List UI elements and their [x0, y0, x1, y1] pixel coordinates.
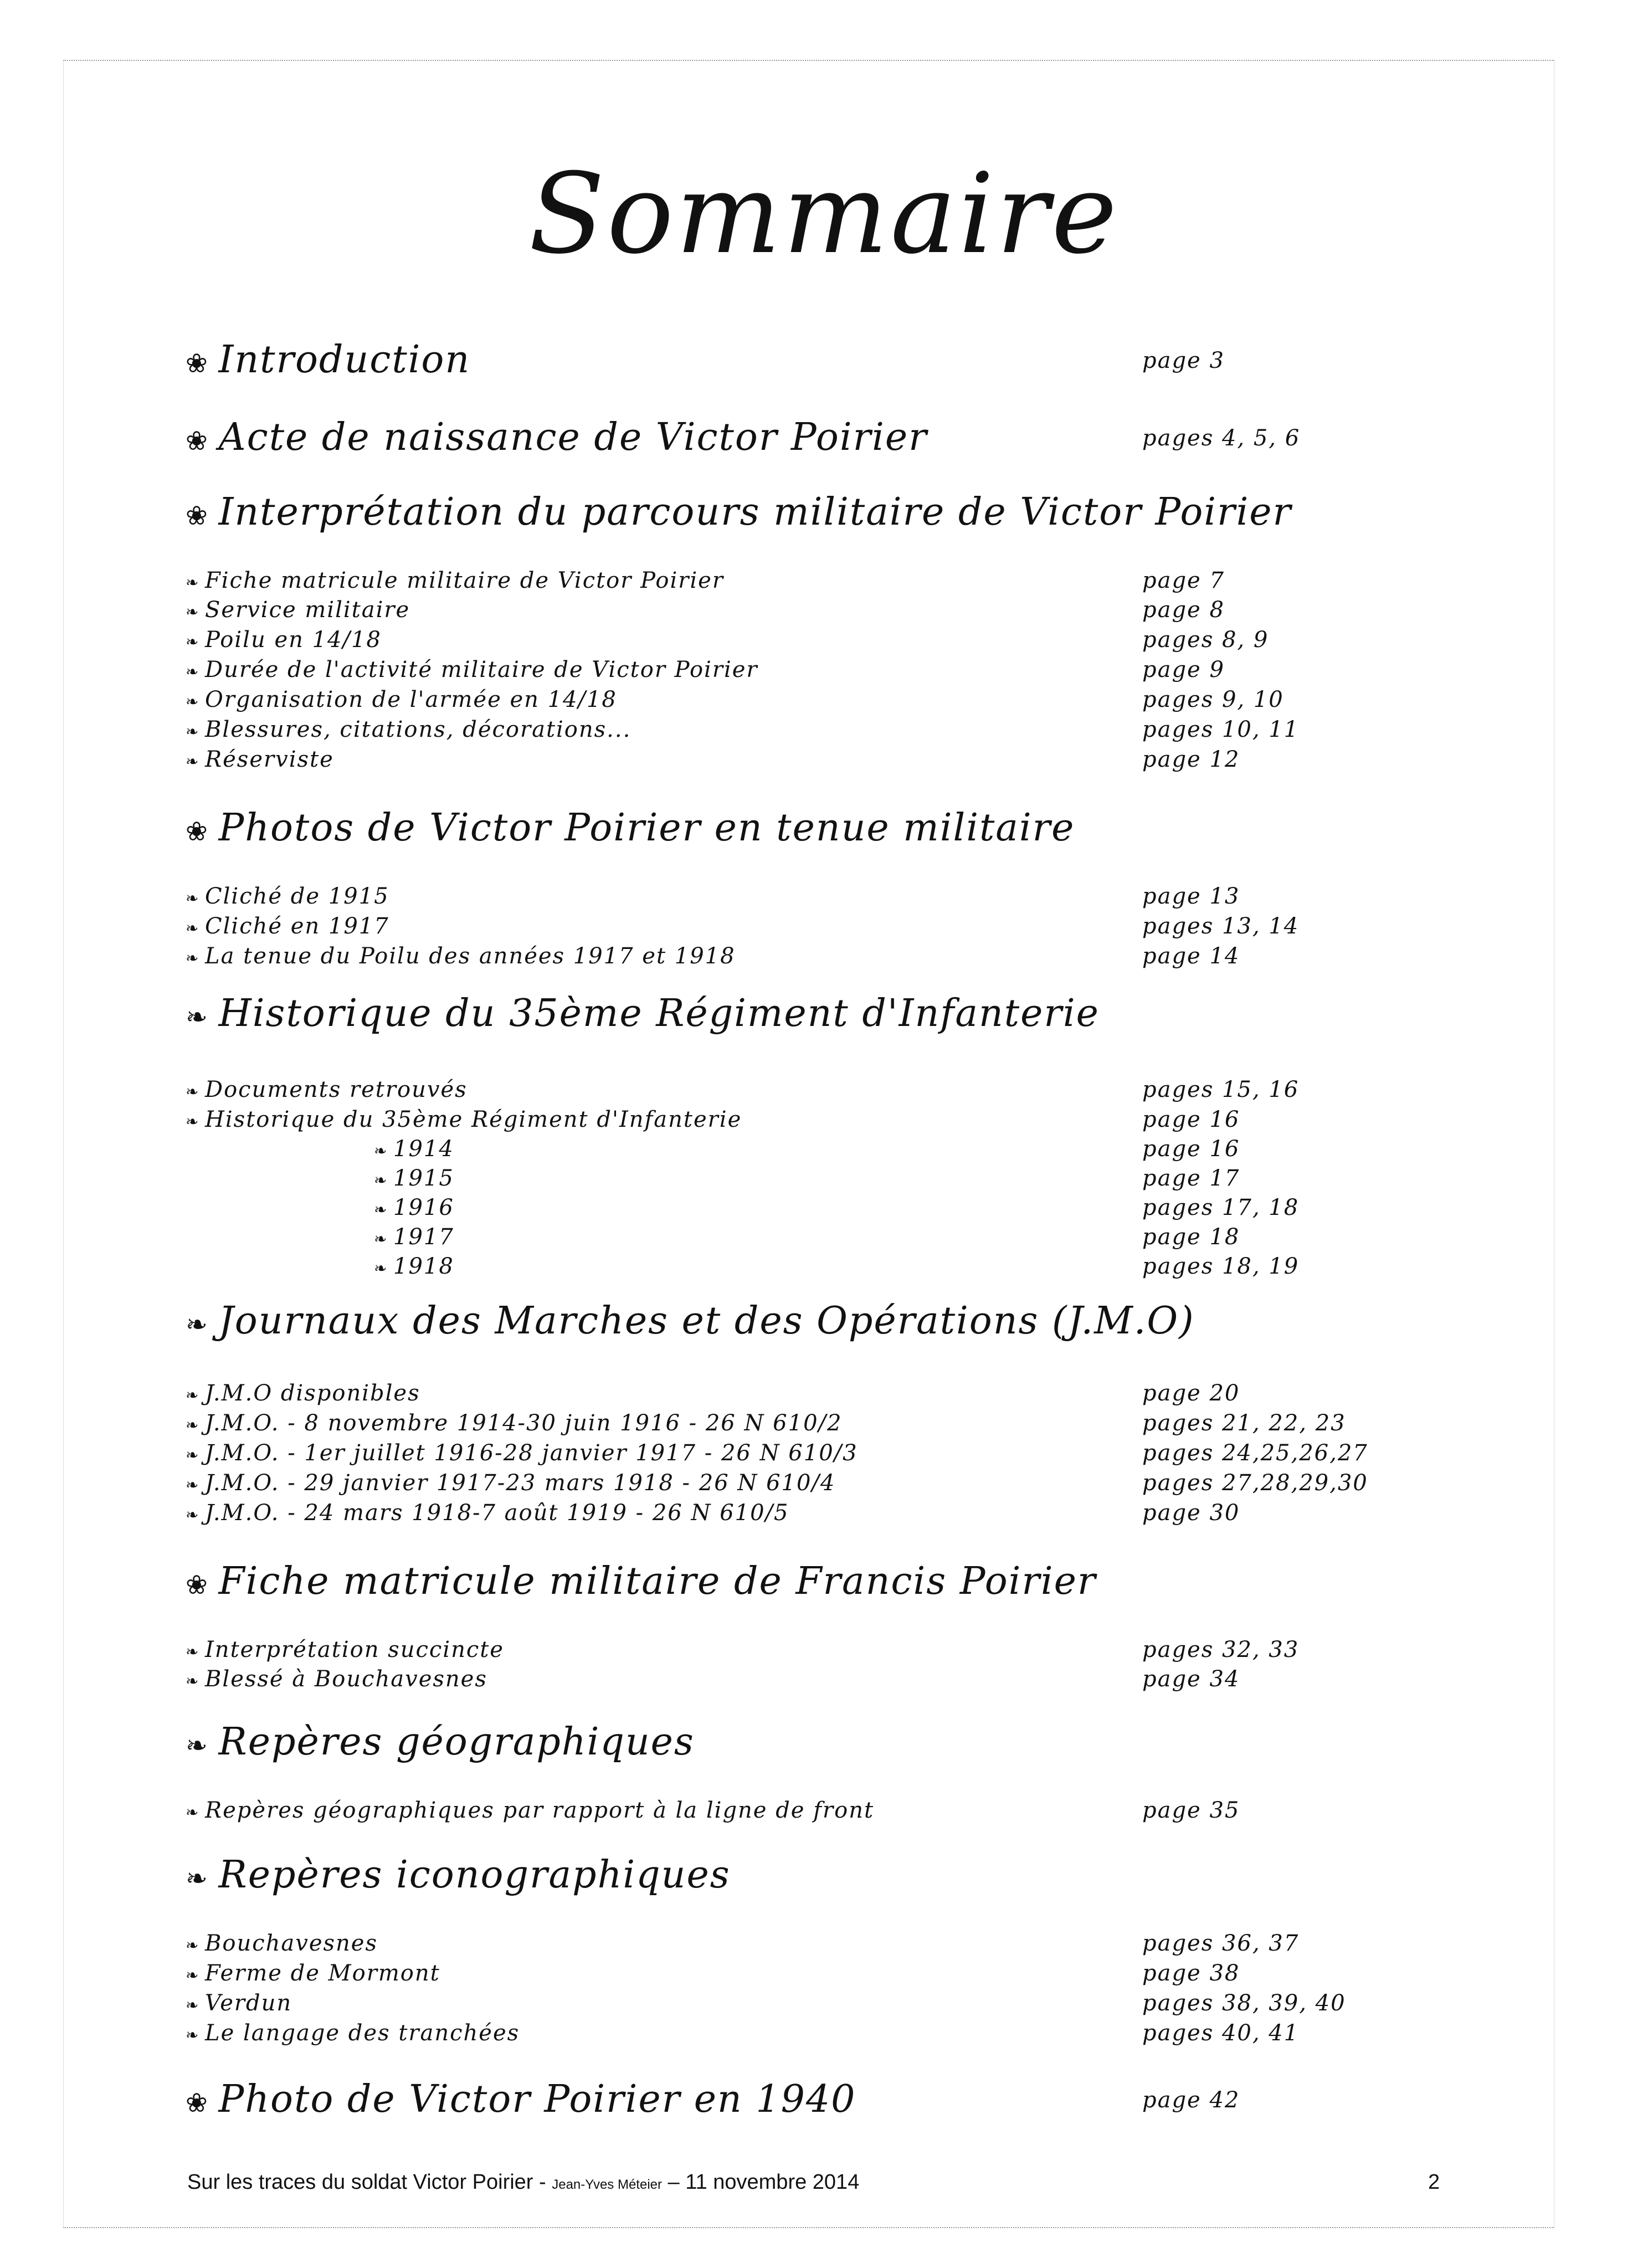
- ornament-bullet-icon: ❧: [186, 2026, 200, 2044]
- toc-entry-title: [186, 568, 724, 593]
- toc-entry-label: Service militaire: [205, 597, 410, 623]
- toc-entry-page: page 34: [1142, 1666, 1240, 1692]
- toc-entry-title: [186, 747, 334, 772]
- toc-entry-page: page 16: [1142, 1136, 1240, 1162]
- ornament-bullet-icon: ❧: [186, 752, 200, 771]
- toc-entry-label: 1917: [393, 1224, 454, 1250]
- ornament-bullet-icon: ❧: [186, 722, 200, 741]
- ornament-bullet-icon: ❧: [186, 949, 200, 967]
- toc-section-label: Fiche matricule militaire de Francis Poirier: [218, 1559, 1097, 1603]
- ornament-bullet-icon: ❀: [186, 817, 209, 847]
- ornament-bullet-icon: ❧: [186, 1386, 200, 1404]
- toc-entry-page: pages 36, 37: [1142, 1931, 1300, 1956]
- toc-entry-title: [186, 1500, 789, 1526]
- ornament-bullet-icon: ❧: [186, 1476, 200, 1494]
- toc-entry-title: [186, 884, 389, 909]
- toc-section-label: Acte de naissance de Victor Poirier: [218, 415, 928, 459]
- footer-title: Sur les traces du soldat Victor Poirier -: [187, 2170, 552, 2194]
- toc-entry-label: Le langage des tranchées: [205, 2020, 520, 2046]
- footer-date: – 11 novembre 2014: [662, 2170, 860, 2194]
- ornament-bullet-icon: ❧: [186, 1082, 200, 1101]
- toc-section-page: page 3: [1142, 348, 1225, 373]
- toc-entry-label: Ferme de Mormont: [205, 1961, 440, 1986]
- toc-entry-label: Durée de l'activité militaire de Victor Poirier: [205, 657, 758, 683]
- toc-entry-title: [186, 597, 410, 623]
- toc-section-label: Introduction: [218, 338, 471, 382]
- toc-section-title: [186, 1559, 1096, 1603]
- toc-entry-title: [186, 687, 617, 712]
- toc-entry-label: Réserviste: [205, 747, 334, 772]
- toc-entry-label: Cliché en 1917: [205, 914, 389, 939]
- toc-entry-title: [186, 1410, 842, 1436]
- toc-entry-title: [186, 1381, 420, 1406]
- toc-entry-label: Documents retrouvés: [205, 1077, 468, 1102]
- toc-section-title: [186, 2077, 856, 2121]
- toc-section-label: Journaux des Marches et des Opérations (J.M.O): [218, 1299, 1195, 1343]
- ornament-bullet-icon: ❧: [186, 1416, 200, 1434]
- toc-entry-title: [186, 1440, 858, 1466]
- ornament-bullet-icon: ❧: [186, 1672, 200, 1690]
- toc-entry-label: Poilu en 14/18: [205, 627, 382, 653]
- toc-entry-title: [186, 1961, 440, 1986]
- ornament-bullet-icon: ❧: [186, 1506, 200, 1524]
- toc-entry-page: pages 18, 19: [1142, 1254, 1300, 1279]
- ornament-bullet-icon: ❧: [186, 1864, 209, 1894]
- ornament-bullet-icon: ❀: [186, 426, 209, 456]
- toc-entry-title: [374, 1224, 454, 1250]
- toc-entry-page: pages 9, 10: [1142, 687, 1284, 712]
- toc-entry-page: page 20: [1142, 1381, 1240, 1406]
- ornament-bullet-icon: ❧: [186, 573, 200, 592]
- toc-entry-label: J.M.O. - 8 novembre 1914-30 juin 1916 - 26 N 610/2: [205, 1410, 843, 1436]
- toc-entry-title: [186, 1077, 468, 1102]
- ornament-bullet-icon: ❧: [186, 663, 200, 681]
- toc-entry-label: 1918: [393, 1254, 454, 1279]
- ornament-bullet-icon: ❧: [186, 1803, 200, 1821]
- toc-entry-title: [374, 1254, 454, 1279]
- ornament-bullet-icon: ❧: [186, 1996, 200, 2014]
- toc-entry-title: [374, 1195, 454, 1220]
- toc-section-title: [186, 806, 1075, 850]
- toc-entry-label: Blessé à Bouchavesnes: [205, 1666, 487, 1692]
- ornament-bullet-icon: ❧: [186, 1731, 209, 1761]
- toc-entry-page: page 38: [1142, 1961, 1240, 1986]
- toc-entry-page: page 14: [1142, 943, 1240, 969]
- ornament-bullet-icon: ❧: [186, 692, 200, 711]
- ornament-bullet-icon: ❧: [186, 603, 200, 621]
- ornament-bullet-icon: ❧: [186, 633, 200, 651]
- toc-entry-page: pages 8, 9: [1142, 627, 1269, 653]
- toc-entry-label: Cliché de 1915: [205, 884, 389, 909]
- toc-entry-page: pages 21, 22, 23: [1142, 1410, 1346, 1436]
- toc-entry-title: [186, 717, 631, 742]
- toc-entry-title: [186, 1470, 835, 1496]
- toc-section-title: [186, 992, 1100, 1035]
- ornament-bullet-icon: ❧: [186, 1310, 209, 1340]
- toc-entry-title: [186, 1666, 487, 1692]
- toc-entry-page: pages 38, 39, 40: [1142, 1990, 1346, 2016]
- toc-entry-page: page 30: [1142, 1500, 1240, 1526]
- toc-entry-page: pages 40, 41: [1142, 2020, 1300, 2046]
- toc-section-label: Repères iconographiques: [218, 1853, 731, 1897]
- toc-entry-page: page 8: [1142, 597, 1225, 623]
- toc-entry-label: 1916: [393, 1195, 454, 1220]
- toc-entry-label: La tenue du Poilu des années 1917 et 1918: [205, 943, 736, 969]
- toc-entry-title: [186, 1637, 504, 1662]
- toc-entry-page: page 18: [1142, 1224, 1240, 1250]
- toc-entry-page: pages 27,28,29,30: [1142, 1470, 1368, 1496]
- toc-entry-label: J.M.O disponibles: [205, 1381, 420, 1406]
- toc-entry-title: [186, 1107, 742, 1132]
- toc-entry-page: pages 13, 14: [1142, 914, 1300, 939]
- ornament-bullet-icon: ❀: [186, 1570, 209, 1600]
- toc-section-title: [186, 1299, 1195, 1343]
- toc-section-label: Photo de Victor Poirier en 1940: [218, 2077, 856, 2121]
- toc-section-label: Photos de Victor Poirier en tenue militaire: [218, 806, 1075, 850]
- toc-entry-page: page 16: [1142, 1107, 1240, 1132]
- toc-entry-label: Repères géographiques par rapport à la ligne de front: [205, 1798, 875, 1823]
- ornament-bullet-icon: ❧: [186, 1446, 200, 1464]
- toc-entry-title: [186, 1798, 874, 1823]
- toc-entry-title: [186, 2020, 520, 2046]
- toc-section-title: [186, 415, 928, 459]
- toc-entry-page: pages 10, 11: [1142, 717, 1300, 742]
- toc-entry-label: 1915: [393, 1166, 454, 1191]
- toc-entry-title: [374, 1166, 454, 1191]
- toc-entry-label: J.M.O. - 1er juillet 1916-28 janvier 1917 - 26 N 610/3: [205, 1440, 858, 1466]
- toc-entry-label: Fiche matricule militaire de Victor Poirier: [205, 568, 724, 593]
- toc-entry-page: pages 24,25,26,27: [1142, 1440, 1368, 1466]
- ornament-bullet-icon: ❧: [374, 1230, 388, 1248]
- toc-entry-page: page 7: [1142, 568, 1225, 593]
- ornament-bullet-icon: ❧: [374, 1259, 388, 1277]
- toc-entry-page: pages 15, 16: [1142, 1077, 1300, 1102]
- toc-section-title: [186, 1853, 731, 1897]
- ornament-bullet-icon: ❀: [186, 2088, 209, 2118]
- ornament-bullet-icon: ❧: [186, 919, 200, 937]
- ornament-bullet-icon: ❧: [186, 1936, 200, 1954]
- ornament-bullet-icon: ❧: [374, 1142, 388, 1160]
- page-number: 2: [1428, 2170, 1440, 2194]
- toc-entry-page: page 12: [1142, 747, 1240, 772]
- toc-entry-label: Blessures, citations, décorations...: [205, 717, 632, 742]
- toc-entry-label: J.M.O. - 29 janvier 1917-23 mars 1918 - 26 N 610/4: [205, 1470, 836, 1496]
- toc-section-page: page 42: [1142, 2087, 1240, 2113]
- ornament-bullet-icon: ❧: [374, 1171, 388, 1189]
- toc-entry-title: [186, 1931, 378, 1956]
- toc-section-page: pages 4, 5, 6: [1142, 425, 1301, 451]
- toc-entry-title: [186, 914, 389, 939]
- toc-entry-page: page 35: [1142, 1798, 1240, 1823]
- toc-entry-title: [186, 1990, 292, 2016]
- toc-entry-label: J.M.O. - 24 mars 1918-7 août 1919 - 26 N 610/5: [205, 1500, 789, 1526]
- page-title: Sommaire: [528, 150, 1120, 279]
- ornament-bullet-icon: ❀: [186, 501, 209, 531]
- ornament-bullet-icon: ❧: [186, 889, 200, 907]
- toc-entry-label: Verdun: [205, 1990, 292, 2016]
- toc-entry-label: Historique du 35ème Régiment d'Infanterie: [205, 1107, 742, 1132]
- toc-section-title: [186, 338, 470, 382]
- page-border: [63, 60, 1554, 2228]
- toc-entry-label: Interprétation succincte: [205, 1637, 504, 1662]
- ornament-bullet-icon: ❧: [374, 1200, 388, 1219]
- toc-entry-page: pages 32, 33: [1142, 1637, 1300, 1662]
- toc-entry-page: pages 17, 18: [1142, 1195, 1300, 1220]
- toc-entry-page: page 13: [1142, 884, 1240, 909]
- toc-section-label: Interprétation du parcours militaire de Victor Poirier: [218, 490, 1292, 534]
- footer-author: Jean-Yves Méteier: [552, 2177, 662, 2192]
- toc-section-title: [186, 1720, 695, 1764]
- toc-entry-page: page 17: [1142, 1166, 1240, 1191]
- toc-entry-title: [186, 627, 382, 653]
- ornament-bullet-icon: ❧: [186, 1643, 200, 1661]
- toc-entry-page: page 9: [1142, 657, 1225, 683]
- toc-entry-title: [186, 657, 758, 683]
- toc-section-label: Repères géographiques: [218, 1720, 695, 1764]
- toc-entry-label: 1914: [393, 1136, 454, 1162]
- ornament-bullet-icon: ❧: [186, 1966, 200, 1984]
- toc-entry-title: [186, 943, 736, 969]
- ornament-bullet-icon: ❧: [186, 1112, 200, 1131]
- toc-entry-label: Bouchavesnes: [205, 1931, 378, 1956]
- toc-section-label: Historique du 35ème Régiment d'Infanterie: [218, 992, 1100, 1035]
- footer-text: [187, 2170, 859, 2194]
- ornament-bullet-icon: ❀: [186, 348, 209, 379]
- toc-section-title: [186, 490, 1292, 534]
- toc-entry-label: Organisation de l'armée en 14/18: [205, 687, 617, 712]
- toc-entry-title: [374, 1136, 454, 1162]
- ornament-bullet-icon: ❧: [186, 1002, 209, 1033]
